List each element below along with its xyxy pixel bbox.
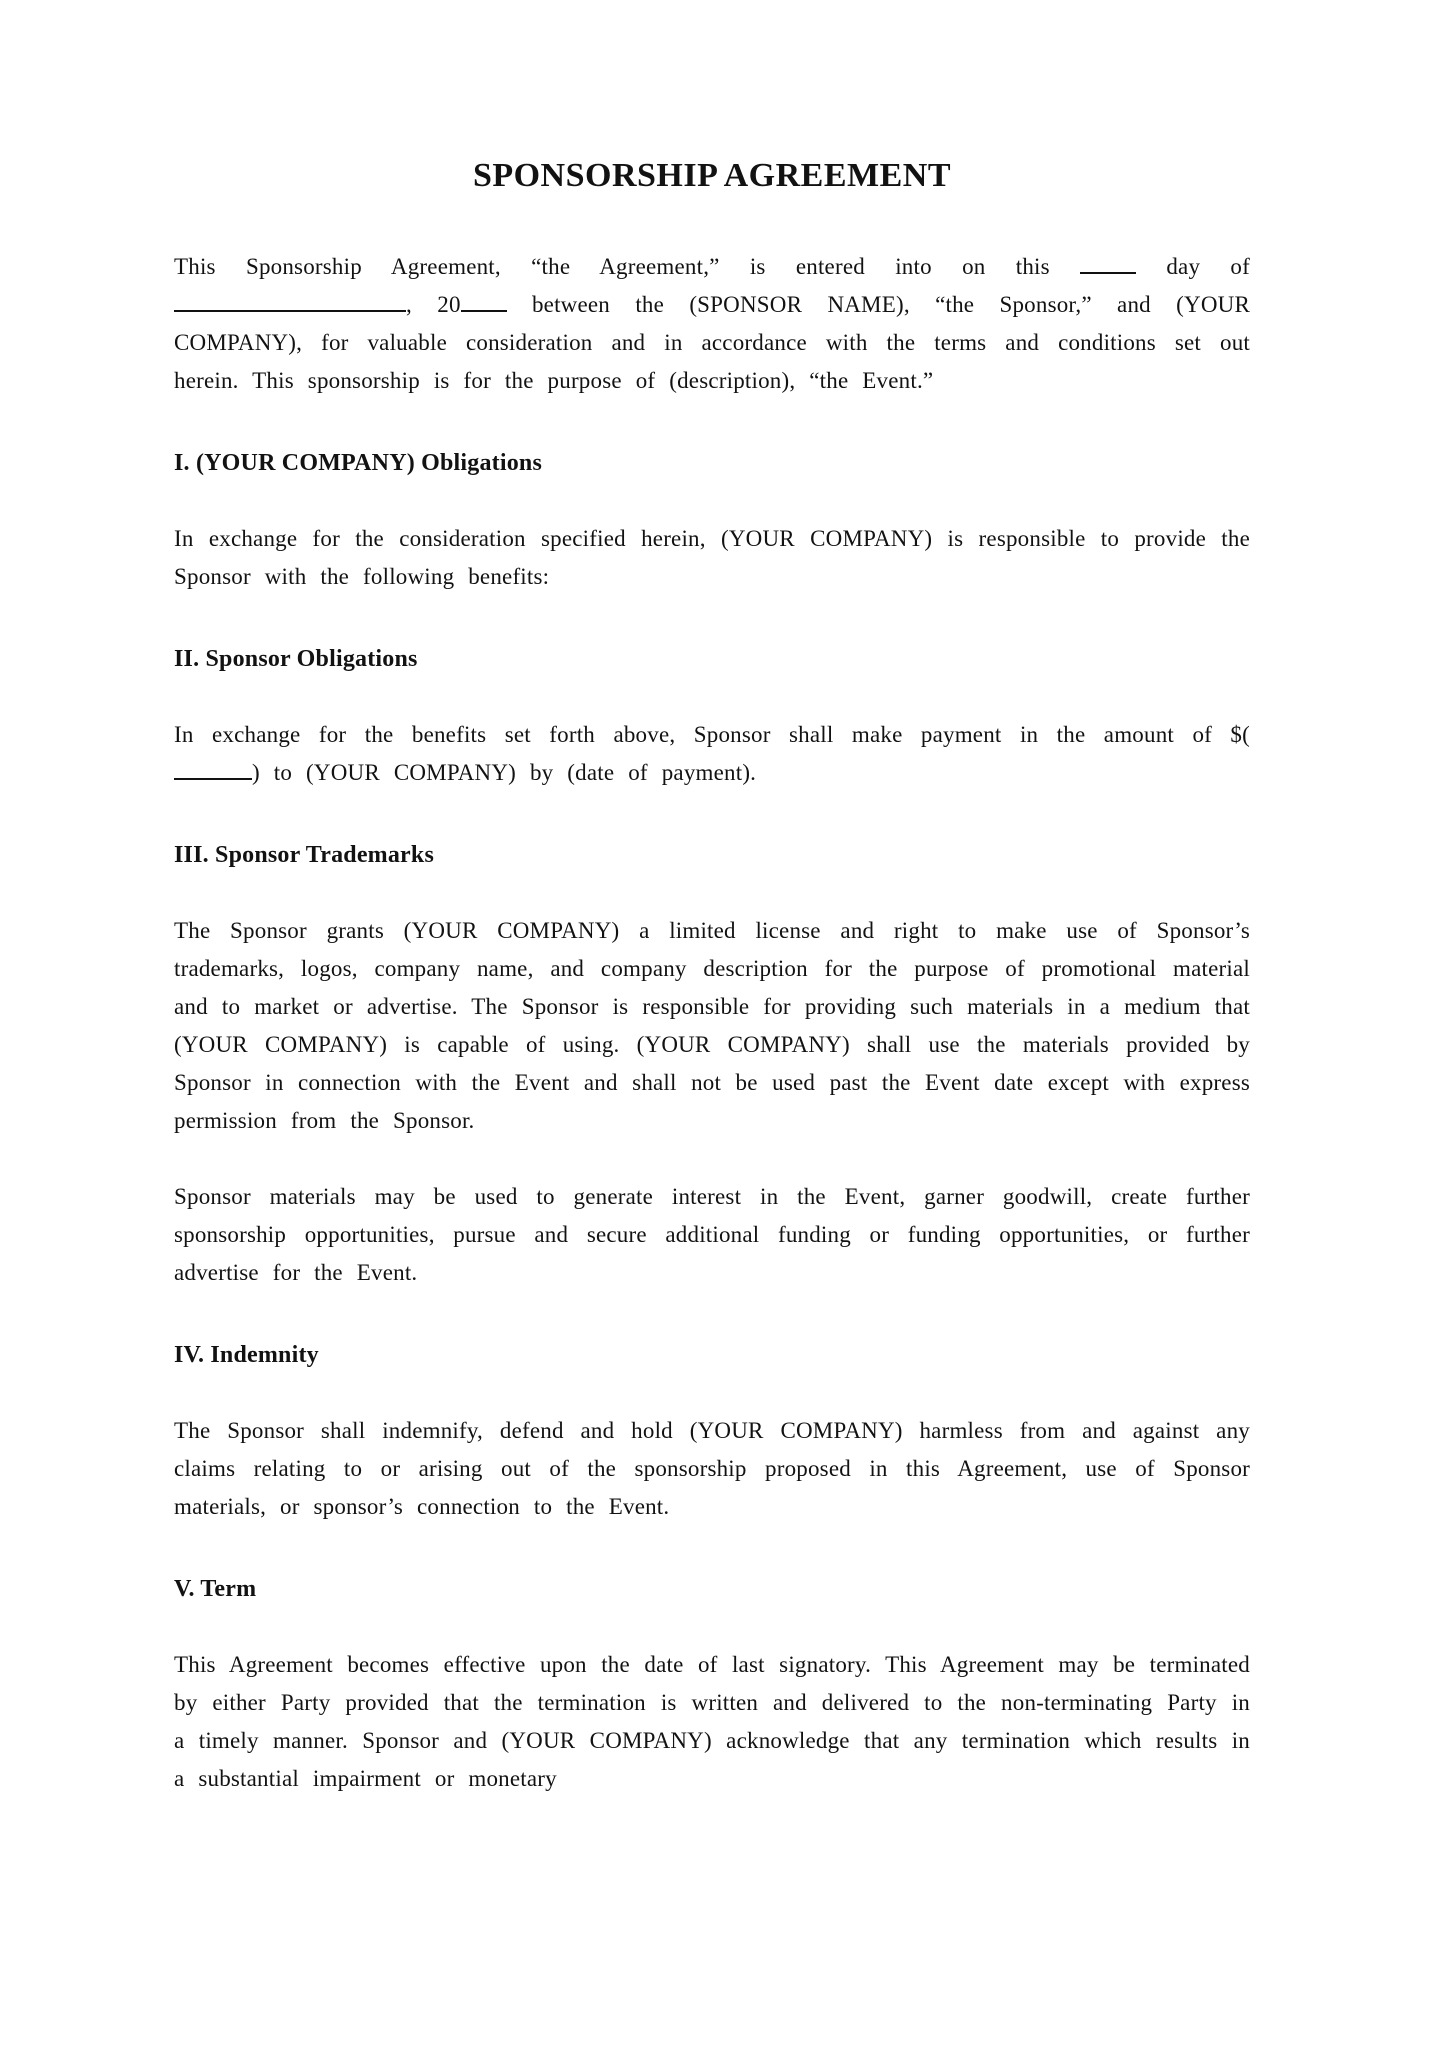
section-paragraph: In exchange for the consideration specified herein, (YOUR COMPANY) is responsible to provide the Sponsor with the following benefits: (174, 526, 1250, 589)
section-heading-indemnity: IV. Indemnity (174, 1342, 319, 1368)
section-sponsor-trademarks (174, 836, 1250, 1292)
fill-in-blank (461, 295, 507, 312)
section-heading-term: V. Term (174, 1576, 257, 1602)
fill-in-blank (1080, 257, 1136, 274)
section-paragraph: The Sponsor shall indemnify, defend and hold (YOUR COMPANY) harmless from and against any claims relating to or arising out of the sponsorship proposed in this Agreement, use of Sponsor materials, or sponsor’s connection to the Event. (174, 1418, 1250, 1519)
intro-paragraph: This Sponsorship Agreement, “the Agreement,” is entered into on this day of , 20 between the (SPONSOR NAME), “the Sponsor,” and (YOUR COMPANY), for valuable consideration and in accordance with the terms and conditions set out herein. This sponsorship is for the purpose of (description), “the Event.” (174, 254, 1250, 393)
section-heading-sponsor-trademarks: III. Sponsor Trademarks (174, 842, 434, 868)
section-heading-sponsor-obligations: II. Sponsor Obligations (174, 646, 418, 672)
document-title: SPONSORSHIP AGREEMENT (472, 157, 952, 194)
section-sponsor-obligations (174, 640, 1250, 792)
section-paragraph: Sponsor materials may be used to generate interest in the Event, garner goodwill, create further sponsorship opportunities, pursue and secure additional funding or funding opportunities, or further advertise for the Event. (174, 1184, 1250, 1285)
fill-in-blank (174, 763, 252, 780)
section-paragraph: The Sponsor grants (YOUR COMPANY) a limited license and right to make use of Sponsor’s trademarks, logos, company name, and company description for the purpose of promotional material and to market or advertise. The Sponsor is responsible for providing such materials in a medium that (YOUR COMPANY) is capable of using. (YOUR COMPANY) shall use the materials provided by Sponsor in connection with the Event and shall not be used past the Event date except with express permission from the Sponsor. (174, 918, 1250, 1133)
section-indemnity (174, 1336, 1250, 1526)
section-paragraph: This Agreement becomes effective upon the date of last signatory. This Agreement may be terminated by either Party provided that the termination is written and delivered to the non-terminating Party in a timely manner. Sponsor and (YOUR COMPANY) acknowledge that any termination which results in a substantial impairment or monetary (174, 1652, 1250, 1791)
document-content (174, 0, 1250, 1798)
section-heading-company-obligations: I. (YOUR COMPANY) Obligations (174, 450, 543, 476)
section-paragraph: In exchange for the benefits set forth above, Sponsor shall make payment in the amount of $() to (YOUR COMPANY) by (date of payment). (174, 722, 1250, 785)
section-company-obligations (174, 444, 1250, 596)
fill-in-blank (174, 295, 406, 312)
section-term (174, 1570, 1250, 1798)
